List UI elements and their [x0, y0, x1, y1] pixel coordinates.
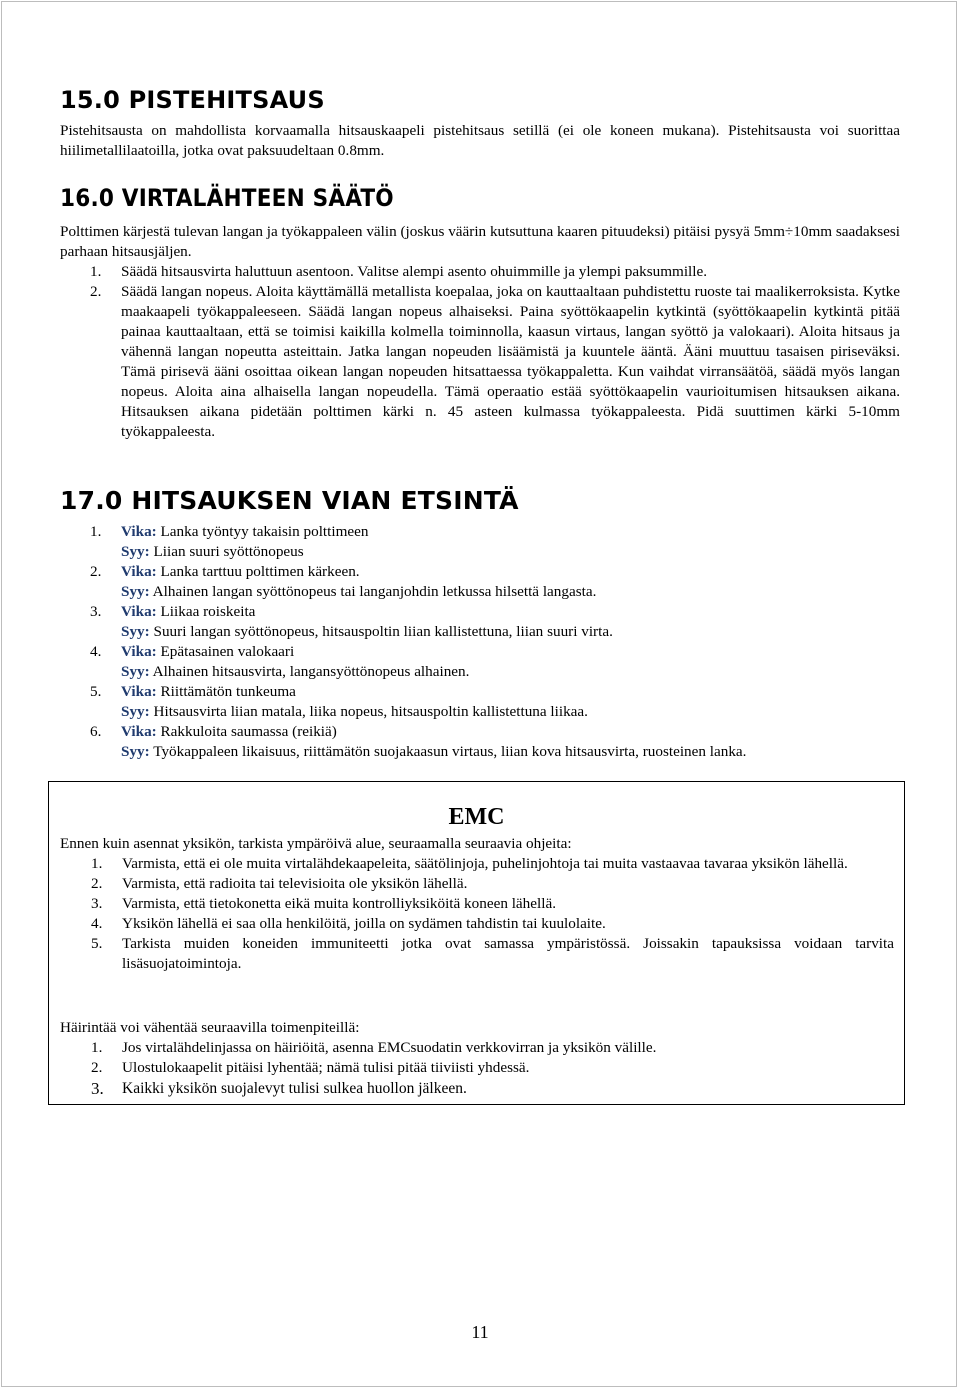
- list-number: 1.: [90, 263, 102, 280]
- list-text: Säädä langan nopeus. Aloita käyttämällä metallista koepalaa, joka on kauttaaltaan puhdistettu ruoste tai maalikerroksista. Kytke maakaapeli työkappaleeseen. Säädä langan nopeus alhaiseksi. Paina syöttökaapelin kytkintä (syöttökaapelin kytkintä pitää painaa kauttaaltaan, että se toimisi kaikilla kolmella toiminnolla, kaasun virtaus, langan syöttö ja valokaari). Aloita hitsaus ja vähennä langan nopeutta asteittain. Jatka langan nopeuden lisäämistä ja kuuntele ääntä. Ääni muuttuu tasaisen piriseväksi. Tämä pirisevä ääni osoittaa oikean langan nopeuden hitsattaessa työkappaletta. Kun vaihdat virransäätöä, säädä myös langan nopeus. Aloita aina alhaisella langan nopeudella. Tämä operaatio estää syöttökaapelin vaurioitumisen hitsauksen aikana. Hitsauksen aikana pidetään polttimen kärki n. 45 asteen kulmassa työkappaleesta. Pidä suuttimen kärki 5-10mm työkappaleesta.: [121, 283, 900, 440]
- section-15-heading: 15.0 PISTEHITSAUS: [60, 86, 325, 114]
- syy-label: Syy:: [121, 583, 150, 600]
- list-item: [60, 874, 894, 894]
- vika-label: Vika:: [121, 723, 157, 740]
- vika-text: Liikaa roiskeita: [160, 603, 256, 620]
- list-number: 4.: [91, 915, 103, 932]
- syy-text: Alhainen langan syöttönopeus tai langanjohdin letkussa hilsettä langasta.: [152, 583, 597, 600]
- section-17-heading: 17.0 HITSAUKSEN VIAN ETSINTÄ: [60, 486, 519, 515]
- emc-list: [60, 854, 894, 974]
- list-number: 6.: [90, 723, 102, 740]
- vika-label: Vika:: [121, 563, 157, 580]
- syy-label: Syy:: [121, 543, 150, 560]
- list-text: Ulostulokaapelit pitäisi lyhentää; nämä tulisi pitää tiiviisti yhdessä.: [122, 1059, 530, 1076]
- vika-label: Vika:: [121, 683, 157, 700]
- syy-text: Alhainen hitsausvirta, langansyöttönopeus alhainen.: [152, 663, 470, 680]
- vika-label: Vika:: [121, 523, 157, 540]
- vika-text: Rakkuloita saumassa (reikiä): [160, 723, 337, 740]
- syy-text: Suuri langan syöttönopeus, hitsauspoltin liian kallistettuna, liian suuri virta.: [153, 623, 613, 640]
- list-number: 2.: [90, 283, 102, 300]
- emc-title: EMC: [448, 804, 505, 830]
- emc-intro: Ennen kuin asennat yksikön, tarkista ympäröivä alue, seuraamalla seuraavia ohjeita:: [60, 835, 572, 852]
- page-number: 11: [471, 1322, 489, 1342]
- section-16-intro: Polttimen kärjestä tulevan langan ja työkappaleen välin (joskus väärin kutsuttuna kaaren pituudeksi) pitäisi pysyä 5mm÷10mm saadaksesi parhaan hitsausjäljen.: [60, 223, 900, 260]
- fault-item: [60, 682, 900, 722]
- section-16-heading: 16.0 VIRTALÄHTEEN SÄÄTÖ: [60, 184, 394, 212]
- list-item: [60, 854, 894, 874]
- list-number: 5.: [90, 683, 102, 700]
- list-item: [60, 894, 894, 914]
- vika-text: Epätasainen valokaari: [160, 643, 295, 660]
- list-text: Säädä hitsausvirta haluttuun asentoon. Valitse alempi asento ohuimmille ja ylempi paksummille.: [121, 263, 708, 280]
- list-item: [60, 262, 900, 282]
- list-item: [60, 1058, 894, 1078]
- list-text: Jos virtalähdelinjassa on häiriöitä, asenna EMCsuodatin verkkovirran ja yksikön välille.: [122, 1039, 657, 1056]
- list-number: 2.: [91, 875, 103, 892]
- list-item: [60, 282, 900, 442]
- fault-item: [60, 642, 900, 682]
- fault-item: [60, 522, 900, 562]
- list-text: Tarkista muiden koneiden immuniteetti jotka ovat samassa ympäristössä. Joissakin tapauksissa voidaan tarvita lisäsuojatoimintoja.: [122, 935, 894, 972]
- syy-text: Hitsausvirta liian matala, liika nopeus, hitsauspoltin kallistettuna liikaa.: [153, 703, 588, 720]
- vika-text: Lanka työntyy takaisin polttimeen: [160, 523, 369, 540]
- emc-list-2: [60, 1038, 894, 1100]
- list-item: [60, 1038, 894, 1058]
- list-item: [60, 1078, 894, 1100]
- vika-text: Riittämätön tunkeuma: [160, 683, 296, 700]
- list-number: 3.: [91, 1079, 104, 1098]
- list-text: Yksikön lähellä ei saa olla henkilöitä, joilla on sydämen tahdistin tai kuulolaite.: [122, 915, 606, 932]
- syy-text: Työkappaleen likaisuus, riittämätön suojakaasun virtaus, liian kova hitsausvirta, ruosteinen lanka.: [153, 743, 747, 760]
- list-number: 4.: [90, 643, 102, 660]
- list-number: 1.: [91, 855, 103, 872]
- list-number: 5.: [91, 935, 103, 952]
- list-text: Varmista, että ei ole muita virtalähdekaapeleita, säätölinjoja, puhelinjohtoja tai muita vastaavaa tavaraa yksikön lähellä.: [122, 855, 848, 872]
- vika-text: Lanka tarttuu polttimen kärkeen.: [160, 563, 360, 580]
- list-text: Varmista, että radioita tai televisioita ole yksikön lähellä.: [122, 875, 468, 892]
- list-number: 3.: [90, 603, 102, 620]
- list-text: Kaikki yksikön suojalevyt tulisi sulkea huollon jälkeen.: [122, 1080, 467, 1097]
- section-15-text: Pistehitsausta on mahdollista korvaamalla hitsauskaapeli pistehitsaus setillä (ei ole koneen mukana). Pistehitsausta voi suorittaa hiilimetallilaatoilla, jotka ovat paksuudeltaan 0.8mm.: [60, 122, 900, 159]
- syy-text: Liian suuri syöttönopeus: [153, 543, 304, 560]
- syy-label: Syy:: [121, 623, 150, 640]
- list-number: 1.: [90, 523, 102, 540]
- emc-intro-2: Häirintää voi vähentää seuraavilla toimenpiteillä:: [60, 1019, 360, 1036]
- section-16-list: [60, 262, 900, 442]
- list-text: Varmista, että tietokonetta eikä muita kontrolliyksiköitä koneen lähellä.: [122, 895, 556, 912]
- syy-label: Syy:: [121, 743, 150, 760]
- list-item: [60, 914, 894, 934]
- fault-item: [60, 562, 900, 602]
- list-number: 2.: [91, 1059, 103, 1076]
- fault-item: [60, 602, 900, 642]
- emc-box: [48, 781, 905, 1105]
- list-number: 1.: [91, 1039, 103, 1056]
- syy-label: Syy:: [121, 663, 150, 680]
- vika-label: Vika:: [121, 643, 157, 660]
- syy-label: Syy:: [121, 703, 150, 720]
- list-number: 2.: [90, 563, 102, 580]
- fault-item: [60, 722, 900, 762]
- list-item: [60, 934, 894, 974]
- vika-label: Vika:: [121, 603, 157, 620]
- list-number: 3.: [91, 895, 103, 912]
- section-17-list: [60, 522, 900, 762]
